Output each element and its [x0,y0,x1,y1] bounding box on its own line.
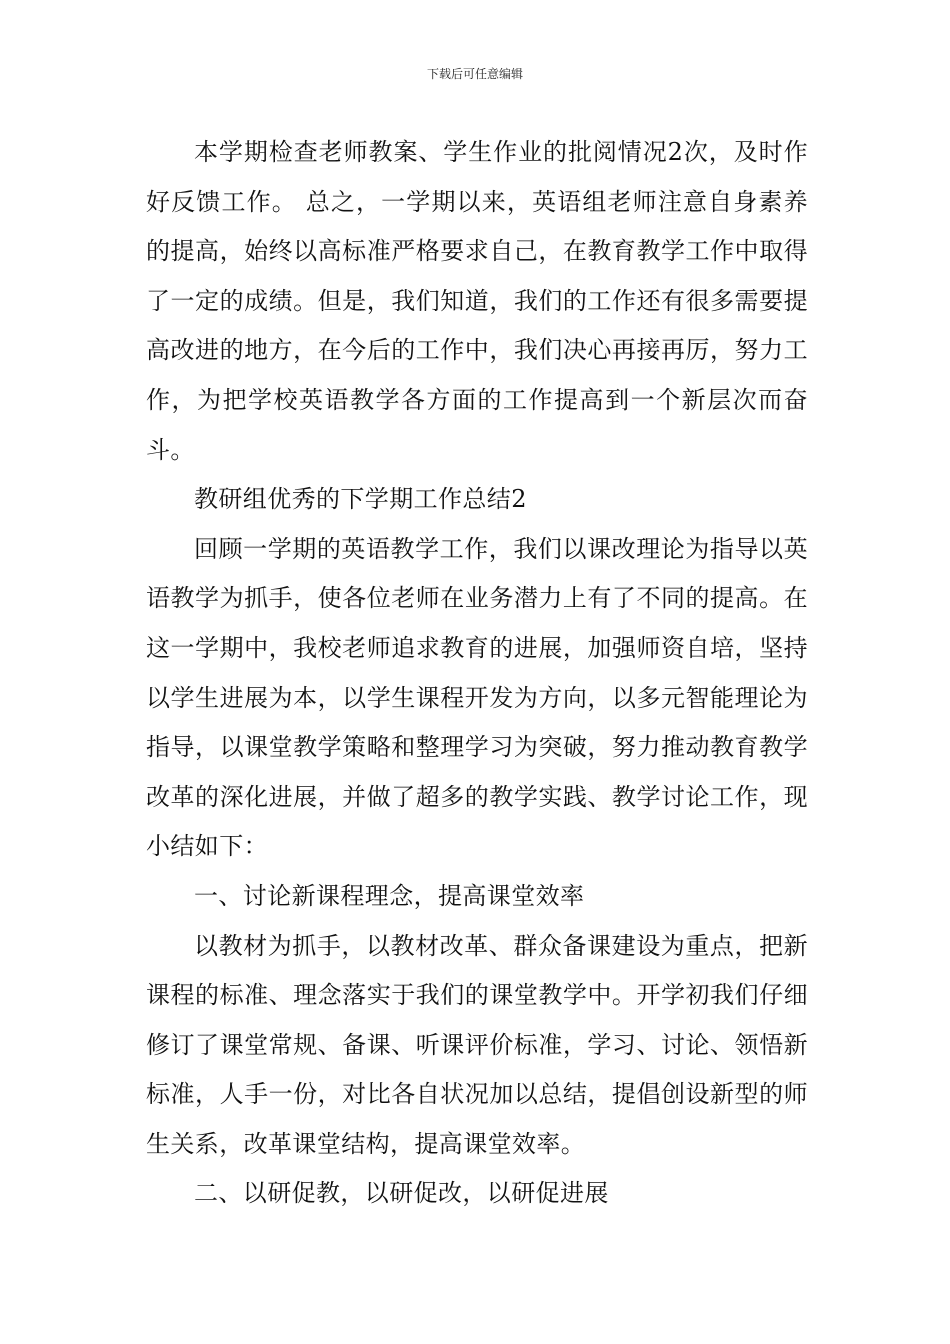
section-title: 教研组优秀的下学期工作总结2 [194,485,527,514]
heading-two: 二、以研促教，以研促改，以研促进展 [194,1179,609,1208]
paragraph-summary: 本学期检查老师教案、学生作业的批阅情况2次，及时作好反馈工作。 总之，一学期以来，英语组老师注意自身素养的提高，始终以高标准严格要求自己，在教育教学工作中取得了一定的成绩。但是，我们知道，我们的工作还有很多需要提高改进的地方，在今后的工作中，我们决心再接再厉，努力工作，为把学校英语教学各方面的工作提高到一个新层次而奋斗。 [146,138,808,464]
paragraph-review: 回顾一学期的英语教学工作，我们以课改理论为指导以英语教学为抓手，使各位老师在业务潜力上有了不同的提高。在这一学期中，我校老师追求教育的进展，加强师资自培，坚持以学生进展为本，以学生课程开发为方向，以多元智能理论为指导，以课堂教学策略和整理学习为突破，努力推动教育教学改革的深化进展，并做了超多的教学实践、教学讨论工作，现小结如下： [146,534,808,861]
paragraph-textbook: 以教材为抓手，以教材改革、群众备课建设为重点，把新课程的标准、理念落实于我们的课堂教学中。开学初我们仔细修订了课堂常规、备课、听课评价标准，学习、讨论、领悟新标准，人手一份，对比各自状况加以总结，提倡创设新型的师生关系，改革课堂结构，提高课堂效率。 [146,931,808,1158]
document-body [146,128,808,1219]
heading-one: 一、讨论新课程理念，提高课堂效率 [194,881,585,910]
page-header-note: 下载后可任意编辑 [426,67,523,81]
